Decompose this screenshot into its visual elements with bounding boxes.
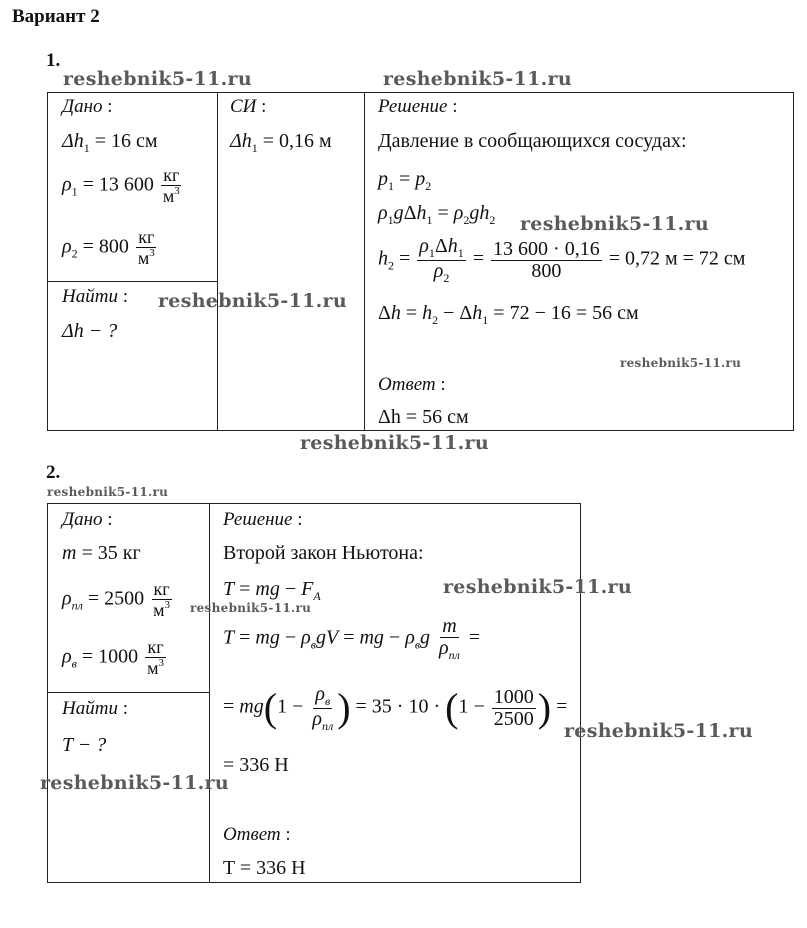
watermark: reshebnik5-11.ru <box>520 213 709 235</box>
p2-answer-value: T = 336 Н <box>223 857 306 879</box>
p1-eq-h2: $h_2$ = $\frac{\rho_1\Delta h_1}{\rho_2}$ = $\frac{13 600 \cdot 0,16}{800}$ = 0,72 м = 72 см <box>378 235 746 285</box>
p1-si-dh1: $\Delta h_1 = 0,16$ м <box>230 130 332 155</box>
p1-find-header: Найти : <box>62 286 128 307</box>
p1-solution-line1: Давление в сообщающихся сосудах: <box>378 130 687 152</box>
p2-given-m: m = 35 кг <box>62 542 141 564</box>
watermark: reshebnik5-11.ru <box>63 68 252 90</box>
p2-solution-header: Решение : <box>223 509 303 530</box>
p2-solution-line1: Второй закон Ньютона: <box>223 542 424 564</box>
watermark: reshebnik5-11.ru <box>158 290 347 312</box>
p1-si-header: СИ : <box>230 96 267 117</box>
watermark: reshebnik5-11.ru <box>383 68 572 90</box>
p2-given-rho-pl: $\rho_{пл} = 2500$ $\frac{кг}{м^3}$ <box>62 579 171 620</box>
p1-given-rho2: $\rho_2 = 800$ $\frac{кг}{м^3}$ <box>62 227 155 268</box>
watermark: reshebnik5-11.ru <box>564 720 753 742</box>
watermark: reshebnik5-11.ru <box>47 485 169 499</box>
problem-1-number: 1. <box>46 50 61 71</box>
p1-given-dh1: $\Delta h_1 = 16$ см <box>62 130 158 155</box>
p2-eq-t3: = mg(1 − $\frac{\rho_в}{\rho_{пл}}$ ) = 35 · 10 · (1 − $\frac{1000}{2500}$ ) = <box>223 683 568 733</box>
p1-find-value: Δh − ? <box>62 320 118 342</box>
problem-2-number: 2. <box>46 462 61 483</box>
p2-find-value: T − ? <box>62 734 107 756</box>
p1-eq-dh: $\Delta h = h_2 - \Delta h_1 = 72 - 16 = 56$ см <box>378 302 639 327</box>
watermark: reshebnik5-11.ru <box>190 601 312 615</box>
p1-eq-balance: $\rho_1g\Delta h_1 = \rho_2gh_2$ <box>378 202 496 227</box>
p1-given-rho1: $\rho_1 = 13$ 600 $\frac{кг}{м^3}$ <box>62 165 180 206</box>
p2-eq-t2: T = mg − $\rho_вgV$ = mg − $\rho_вg$ $\frac{m}{\rho_{пл}}$ = <box>223 615 481 662</box>
watermark: reshebnik5-11.ru <box>620 356 742 370</box>
p2-given-header: Дано : <box>62 509 113 530</box>
p2-find-header: Найти : <box>62 698 128 719</box>
p1-solution-header: Решение : <box>378 96 458 117</box>
p2-given-rho-v: $\rho_в = 1000$ $\frac{кг}{м^3}$ <box>62 637 164 678</box>
watermark: reshebnik5-11.ru <box>300 432 489 454</box>
watermark: reshebnik5-11.ru <box>443 576 632 598</box>
p1-answer-header: Ответ : <box>378 374 446 395</box>
p1-given-header: Дано : <box>62 96 113 117</box>
p2-answer-header: Ответ : <box>223 824 291 845</box>
p1-answer-value: Δh = 56 см <box>378 406 469 428</box>
p2-eq-t1: T = mg − $F_A$ <box>223 578 321 603</box>
watermark: reshebnik5-11.ru <box>40 772 229 794</box>
variant-title: Вариант 2 <box>12 6 100 27</box>
p2-eq-result: = 336 Н <box>223 754 289 776</box>
p1-eq-pressures: $p_1 = p_2$ <box>378 168 432 193</box>
